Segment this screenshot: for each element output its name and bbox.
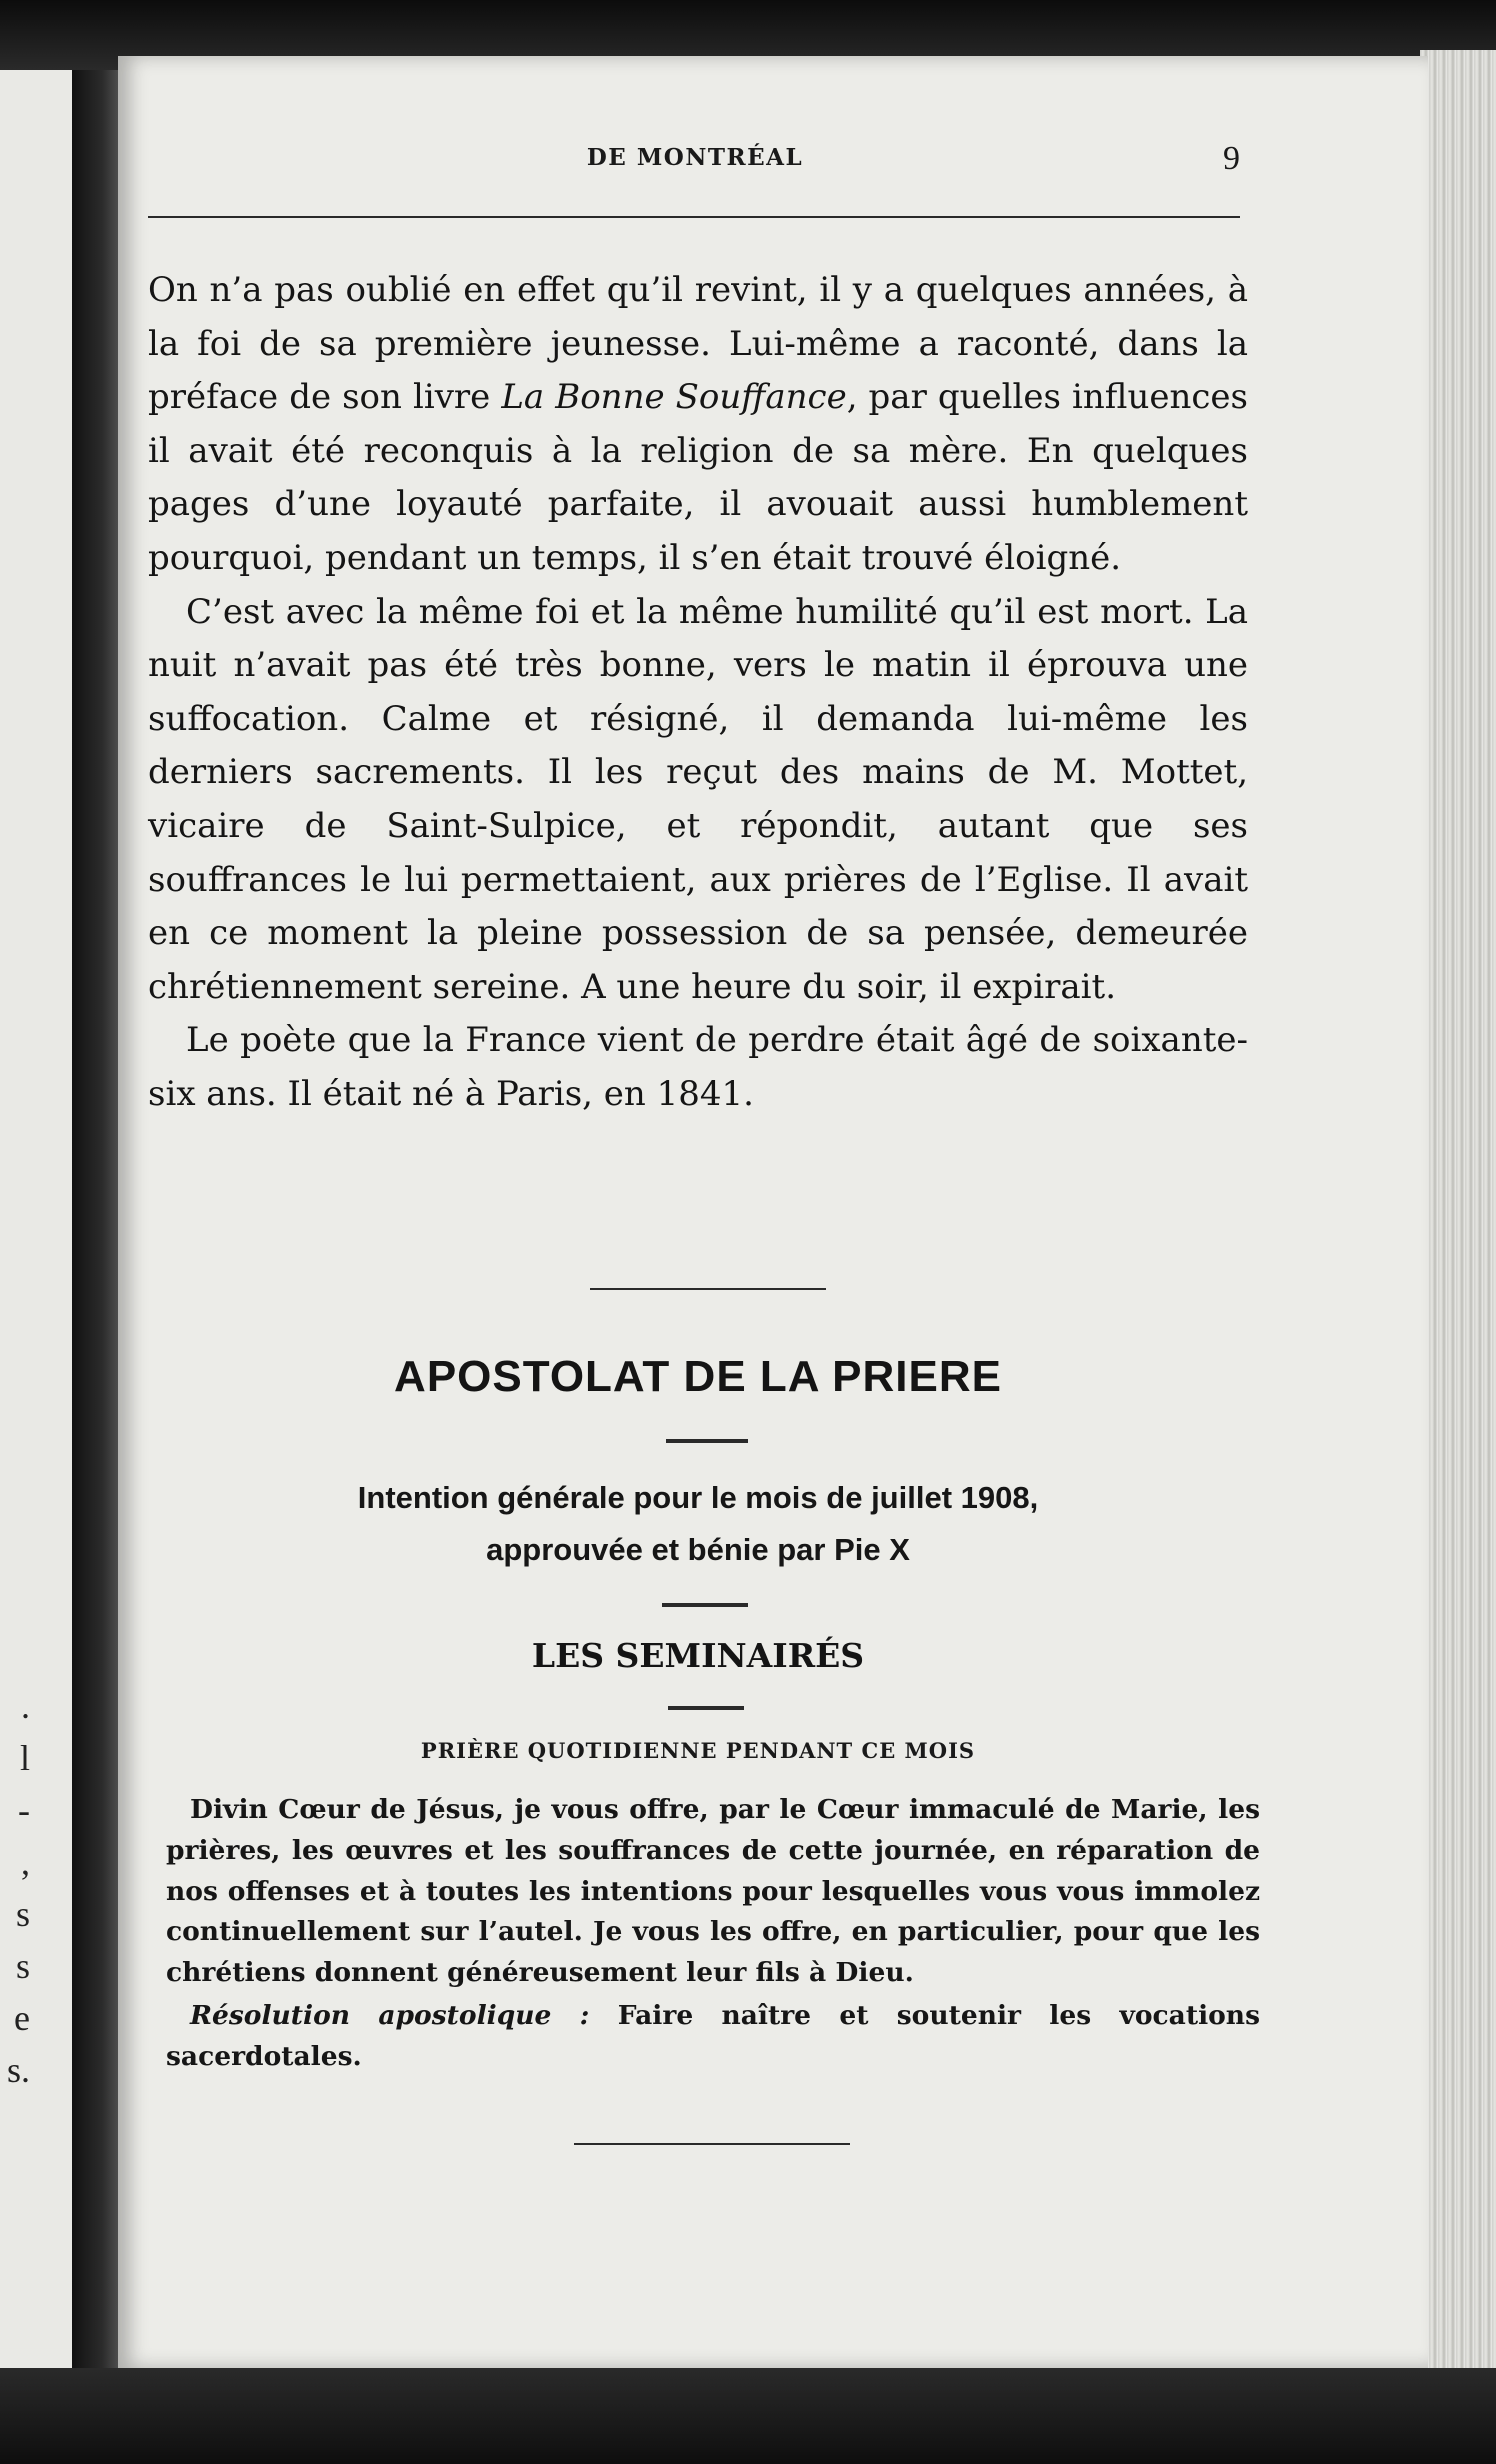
- page-stack-edges: [1420, 50, 1496, 2368]
- section-title: APOSTOLAT DE LA PRIERE: [394, 1352, 1002, 1401]
- resolution-text: Faire naître et soutenir les vocations sacerdotales.: [166, 1999, 1260, 2072]
- fragment: s.: [6, 2050, 30, 2090]
- short-rule: [666, 1439, 748, 1443]
- text: , par quelles influences il avait été reconquis à la religion de sa mère. En quelques pages d’une loyauté parfaite, il avouait aussi humblement pourquoi, pendant un temps, il s’en était trouvé éloigné.: [148, 377, 1248, 578]
- page-number: 9: [1223, 140, 1240, 177]
- end-rule: [574, 2143, 850, 2145]
- paragraph: [148, 264, 1248, 586]
- fragment: .: [21, 1686, 30, 1726]
- short-rule: [662, 1603, 748, 1607]
- prayer-block: [166, 1790, 1260, 2078]
- book-gutter: [72, 70, 122, 2368]
- fragment: l: [19, 1738, 30, 1778]
- intention-line: approuvée et bénie par Pie X: [486, 1532, 910, 1567]
- scan-bottom-border: [0, 2368, 1496, 2464]
- intention-line: Intention générale pour le mois de juillet 1908,: [357, 1480, 1039, 1515]
- header-rule: [148, 216, 1240, 218]
- text: On n’a pas oublié en effet qu’il revint, il y a quelques années, à la foi de sa première jeunesse. Lui-même a raconté, dans la préface de son livre: [148, 270, 1248, 418]
- page-header: [150, 140, 1240, 180]
- fragment: e: [14, 1998, 30, 2038]
- subject-title: LES SEMINAIRÉS: [531, 1636, 865, 1675]
- fragment: s: [15, 1894, 30, 1934]
- paragraph: Le poète que la France vient de perdre était âgé de soixante-six ans. Il était né à Paris, en 1841.: [148, 1020, 1248, 1114]
- book-title: La Bonne Souffance: [501, 377, 847, 418]
- intention-text: [148, 1472, 1248, 1576]
- fragment: s: [15, 1946, 30, 1986]
- paragraph: C’est avec la même foi et la même humilité qu’il est mort. La nuit n’avait pas été très bonne, vers le matin il éprouva une suffocation. Calme et résigné, il demanda lui-même les derniers sacrements. Il les reçut des mains de M. Mottet, vicaire de Saint-Sulpice, et répondit, autant que ses souffrances le lui permettaient, aux prières de l’Eglise. Il avait en ce moment la pleine possession de sa pensée, demeurée chrétiennement sereine. A une heure du soir, il expirait.: [148, 591, 1248, 1007]
- resolution: [166, 1996, 1260, 2078]
- section-divider: [590, 1288, 826, 1290]
- article-body: [148, 264, 1248, 1122]
- running-head: DE MONTRÉAL: [586, 144, 804, 171]
- prayer-heading: PRIÈRE QUOTIDIENNE PENDANT CE MOIS: [420, 1738, 976, 1763]
- resolution-label: Résolution apostolique :: [190, 1999, 590, 2031]
- facing-page-fragments: [0, 1680, 30, 2096]
- fragment: -: [18, 1790, 30, 1830]
- fragment: ,: [21, 1842, 30, 1882]
- short-rule: [668, 1706, 744, 1710]
- prayer-text: Divin Cœur de Jésus, je vous offre, par le Cœur immaculé de Marie, les prières, les œuvres et les souffrances de cette journée, en réparation de nos offenses et à toutes les intentions pour lesquelles vous vous immolez continuellement sur l’autel. Je vous les offre, en particulier, pour que les chrétiens donnent généreusement leur fils à Dieu.: [166, 1794, 1260, 1989]
